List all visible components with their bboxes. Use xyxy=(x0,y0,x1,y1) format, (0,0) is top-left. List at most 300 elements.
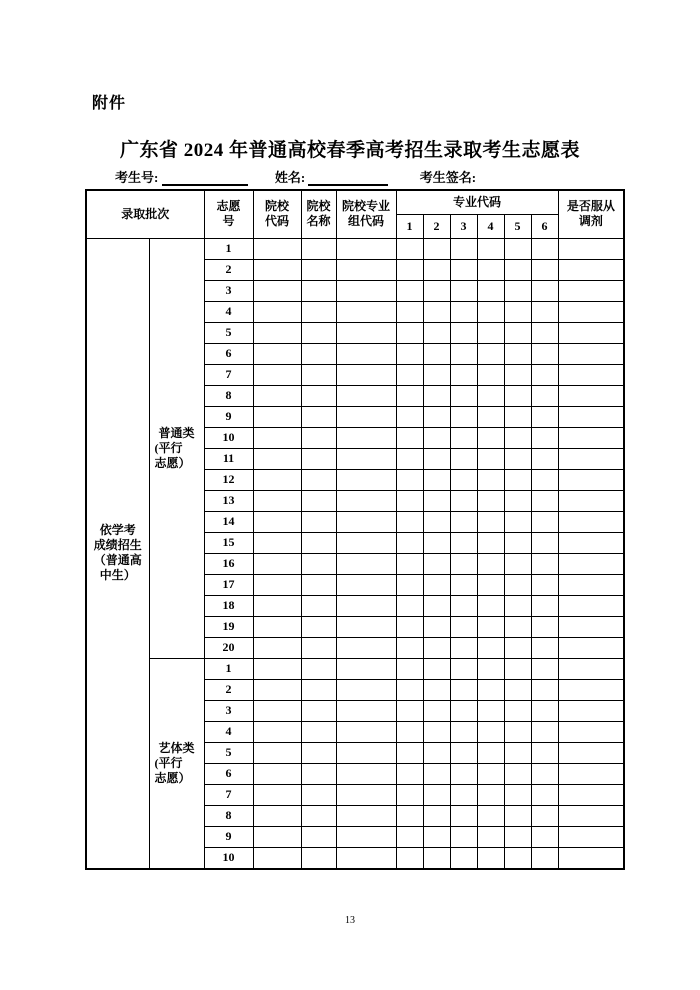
volunteer-no-cell: 5 xyxy=(204,322,253,343)
college-code-cell xyxy=(253,616,301,637)
header-major-col-4: 4 xyxy=(477,214,504,238)
college-code-cell xyxy=(253,826,301,847)
major-code-cell-3 xyxy=(450,784,477,805)
page-number: 13 xyxy=(345,915,355,926)
major-code-cell-6 xyxy=(531,574,558,595)
major-code-cell-2 xyxy=(423,679,450,700)
major-code-cell-3 xyxy=(450,721,477,742)
major-code-cell-5 xyxy=(504,490,531,511)
major-code-cell-5 xyxy=(504,406,531,427)
major-code-cell-4 xyxy=(477,658,504,679)
major-code-cell-4 xyxy=(477,259,504,280)
college-code-cell xyxy=(253,490,301,511)
major-code-cell-2 xyxy=(423,805,450,826)
major-code-cell-6 xyxy=(531,847,558,869)
major-code-cell-6 xyxy=(531,595,558,616)
major-code-cell-3 xyxy=(450,448,477,469)
volunteer-no-cell: 13 xyxy=(204,490,253,511)
major-code-cell-4 xyxy=(477,700,504,721)
major-code-cell-4 xyxy=(477,322,504,343)
college-name-cell xyxy=(301,763,336,784)
group-code-cell xyxy=(336,469,396,490)
major-code-cell-1 xyxy=(396,826,423,847)
adjustment-cell xyxy=(558,805,624,826)
group-code-cell xyxy=(336,616,396,637)
major-code-cell-4 xyxy=(477,280,504,301)
adjustment-cell xyxy=(558,259,624,280)
college-name-cell xyxy=(301,553,336,574)
major-code-cell-2 xyxy=(423,721,450,742)
college-code-cell xyxy=(253,721,301,742)
major-code-cell-5 xyxy=(504,364,531,385)
college-code-cell xyxy=(253,343,301,364)
college-name-cell xyxy=(301,679,336,700)
volunteer-no-cell: 4 xyxy=(204,301,253,322)
major-code-cell-6 xyxy=(531,637,558,658)
major-code-cell-1 xyxy=(396,364,423,385)
table-body xyxy=(86,238,624,869)
group-code-cell xyxy=(336,847,396,869)
group-code-cell xyxy=(336,658,396,679)
major-code-cell-3 xyxy=(450,238,477,259)
group-code-cell xyxy=(336,784,396,805)
college-code-cell xyxy=(253,259,301,280)
volunteer-no-cell: 16 xyxy=(204,553,253,574)
adjustment-cell xyxy=(558,385,624,406)
volunteer-no-cell: 8 xyxy=(204,385,253,406)
major-code-cell-6 xyxy=(531,700,558,721)
adjustment-cell xyxy=(558,721,624,742)
college-code-cell xyxy=(253,700,301,721)
major-code-cell-6 xyxy=(531,553,558,574)
major-code-cell-1 xyxy=(396,805,423,826)
group-code-cell xyxy=(336,595,396,616)
college-name-cell xyxy=(301,364,336,385)
major-code-cell-5 xyxy=(504,679,531,700)
batch-label-cell: 依学考 成绩招生 （普通高 中生） xyxy=(86,238,149,869)
major-code-cell-1 xyxy=(396,658,423,679)
college-code-cell xyxy=(253,301,301,322)
college-name-cell xyxy=(301,280,336,301)
major-code-cell-2 xyxy=(423,511,450,532)
major-code-cell-4 xyxy=(477,742,504,763)
college-name-cell xyxy=(301,805,336,826)
header-group-code: 院校专业组代码 xyxy=(336,190,396,238)
major-code-cell-2 xyxy=(423,343,450,364)
volunteer-no-cell: 19 xyxy=(204,616,253,637)
major-code-cell-5 xyxy=(504,616,531,637)
major-code-cell-5 xyxy=(504,847,531,869)
college-code-cell xyxy=(253,658,301,679)
major-code-cell-3 xyxy=(450,553,477,574)
major-code-cell-6 xyxy=(531,385,558,406)
major-code-cell-4 xyxy=(477,763,504,784)
college-code-cell xyxy=(253,469,301,490)
header-college-name: 院校名称 xyxy=(301,190,336,238)
major-code-cell-1 xyxy=(396,616,423,637)
major-code-cell-6 xyxy=(531,784,558,805)
college-name-cell xyxy=(301,385,336,406)
major-code-cell-6 xyxy=(531,406,558,427)
college-code-cell xyxy=(253,280,301,301)
major-code-cell-5 xyxy=(504,805,531,826)
major-code-cell-5 xyxy=(504,637,531,658)
adjustment-cell xyxy=(558,343,624,364)
college-name-cell xyxy=(301,784,336,805)
major-code-cell-4 xyxy=(477,553,504,574)
major-code-cell-5 xyxy=(504,721,531,742)
major-code-cell-4 xyxy=(477,532,504,553)
major-code-cell-5 xyxy=(504,658,531,679)
group-code-cell xyxy=(336,280,396,301)
major-code-cell-2 xyxy=(423,427,450,448)
major-code-cell-5 xyxy=(504,826,531,847)
major-code-cell-6 xyxy=(531,616,558,637)
major-code-cell-3 xyxy=(450,658,477,679)
college-name-cell xyxy=(301,826,336,847)
major-code-cell-1 xyxy=(396,490,423,511)
adjustment-cell xyxy=(558,406,624,427)
major-code-cell-1 xyxy=(396,847,423,869)
major-code-cell-4 xyxy=(477,490,504,511)
category-label-cell: 艺体类 (平行 志愿） xyxy=(149,658,204,869)
major-code-cell-5 xyxy=(504,280,531,301)
adjustment-cell xyxy=(558,532,624,553)
volunteer-no-cell: 10 xyxy=(204,427,253,448)
major-code-cell-5 xyxy=(504,784,531,805)
candidate-no-label: 考生号: xyxy=(115,170,159,185)
volunteer-no-cell: 4 xyxy=(204,721,253,742)
major-code-cell-2 xyxy=(423,700,450,721)
college-name-cell xyxy=(301,259,336,280)
volunteer-no-cell: 2 xyxy=(204,259,253,280)
college-code-cell xyxy=(253,679,301,700)
major-code-cell-6 xyxy=(531,343,558,364)
major-code-cell-6 xyxy=(531,826,558,847)
volunteer-no-cell: 8 xyxy=(204,805,253,826)
major-code-cell-3 xyxy=(450,385,477,406)
major-code-cell-5 xyxy=(504,469,531,490)
volunteer-no-cell: 1 xyxy=(204,238,253,259)
group-code-cell xyxy=(336,553,396,574)
major-code-cell-6 xyxy=(531,763,558,784)
major-code-cell-4 xyxy=(477,805,504,826)
major-code-cell-1 xyxy=(396,406,423,427)
major-code-cell-6 xyxy=(531,427,558,448)
volunteer-table xyxy=(85,189,625,870)
volunteer-no-cell: 3 xyxy=(204,700,253,721)
major-code-cell-5 xyxy=(504,532,531,553)
adjustment-cell xyxy=(558,490,624,511)
major-code-cell-6 xyxy=(531,679,558,700)
header-batch: 录取批次 xyxy=(86,190,204,238)
major-code-cell-2 xyxy=(423,406,450,427)
major-code-cell-4 xyxy=(477,595,504,616)
major-code-cell-3 xyxy=(450,679,477,700)
college-code-cell xyxy=(253,532,301,553)
major-code-cell-1 xyxy=(396,553,423,574)
major-code-cell-1 xyxy=(396,511,423,532)
college-code-cell xyxy=(253,805,301,826)
college-code-cell xyxy=(253,322,301,343)
major-code-cell-2 xyxy=(423,532,450,553)
major-code-cell-1 xyxy=(396,574,423,595)
major-code-cell-2 xyxy=(423,616,450,637)
table-row xyxy=(86,658,624,679)
adjustment-cell xyxy=(558,616,624,637)
major-code-cell-3 xyxy=(450,427,477,448)
major-code-cell-2 xyxy=(423,469,450,490)
major-code-cell-5 xyxy=(504,700,531,721)
major-code-cell-2 xyxy=(423,448,450,469)
group-code-cell xyxy=(336,532,396,553)
major-code-cell-6 xyxy=(531,658,558,679)
major-code-cell-5 xyxy=(504,595,531,616)
volunteer-no-cell: 9 xyxy=(204,406,253,427)
major-code-cell-6 xyxy=(531,259,558,280)
major-code-cell-6 xyxy=(531,301,558,322)
major-code-cell-3 xyxy=(450,742,477,763)
volunteer-no-cell: 5 xyxy=(204,742,253,763)
major-code-cell-2 xyxy=(423,280,450,301)
group-code-cell xyxy=(336,637,396,658)
volunteer-no-cell: 9 xyxy=(204,826,253,847)
category-label-cell: 普通类 (平行 志愿） xyxy=(149,238,204,658)
major-code-cell-3 xyxy=(450,280,477,301)
major-code-cell-1 xyxy=(396,343,423,364)
group-code-cell xyxy=(336,385,396,406)
college-code-cell xyxy=(253,595,301,616)
college-name-cell xyxy=(301,343,336,364)
volunteer-no-cell: 15 xyxy=(204,532,253,553)
group-code-cell xyxy=(336,574,396,595)
major-code-cell-3 xyxy=(450,595,477,616)
major-code-cell-3 xyxy=(450,343,477,364)
major-code-cell-1 xyxy=(396,595,423,616)
adjustment-cell xyxy=(558,637,624,658)
adjustment-cell xyxy=(558,847,624,869)
header-college-code: 院校代码 xyxy=(253,190,301,238)
college-name-cell xyxy=(301,595,336,616)
major-code-cell-3 xyxy=(450,700,477,721)
major-code-cell-1 xyxy=(396,700,423,721)
major-code-cell-3 xyxy=(450,490,477,511)
major-code-cell-4 xyxy=(477,406,504,427)
major-code-cell-4 xyxy=(477,385,504,406)
adjustment-cell xyxy=(558,511,624,532)
group-code-cell xyxy=(336,763,396,784)
major-code-cell-6 xyxy=(531,532,558,553)
group-code-cell xyxy=(336,427,396,448)
major-code-cell-2 xyxy=(423,259,450,280)
major-code-cell-3 xyxy=(450,532,477,553)
major-code-cell-3 xyxy=(450,763,477,784)
college-code-cell xyxy=(253,574,301,595)
college-code-cell xyxy=(253,511,301,532)
group-code-cell xyxy=(336,805,396,826)
college-code-cell xyxy=(253,742,301,763)
major-code-cell-2 xyxy=(423,658,450,679)
major-code-cell-1 xyxy=(396,322,423,343)
college-code-cell xyxy=(253,847,301,869)
major-code-cell-1 xyxy=(396,763,423,784)
volunteer-no-cell: 20 xyxy=(204,637,253,658)
major-code-cell-1 xyxy=(396,784,423,805)
volunteer-no-cell: 6 xyxy=(204,343,253,364)
adjustment-cell xyxy=(558,364,624,385)
major-code-cell-1 xyxy=(396,721,423,742)
major-code-cell-6 xyxy=(531,469,558,490)
volunteer-no-cell: 7 xyxy=(204,364,253,385)
adjustment-cell xyxy=(558,574,624,595)
college-name-cell xyxy=(301,721,336,742)
major-code-cell-3 xyxy=(450,805,477,826)
volunteer-no-cell: 1 xyxy=(204,658,253,679)
major-code-cell-5 xyxy=(504,301,531,322)
adjustment-cell xyxy=(558,238,624,259)
major-code-cell-3 xyxy=(450,826,477,847)
table-row xyxy=(86,238,624,259)
major-code-cell-5 xyxy=(504,322,531,343)
header-major-col-3: 3 xyxy=(450,214,477,238)
college-name-cell xyxy=(301,406,336,427)
major-code-cell-1 xyxy=(396,448,423,469)
name-label: 姓名: xyxy=(274,170,306,185)
major-code-cell-4 xyxy=(477,574,504,595)
group-code-cell xyxy=(336,322,396,343)
major-code-cell-2 xyxy=(423,637,450,658)
major-code-cell-5 xyxy=(504,448,531,469)
adjustment-cell xyxy=(558,301,624,322)
major-code-cell-4 xyxy=(477,679,504,700)
adjustment-cell xyxy=(558,280,624,301)
candidate-no-field xyxy=(162,170,248,186)
college-code-cell xyxy=(253,364,301,385)
table-header xyxy=(86,190,624,238)
header-major-col-5: 5 xyxy=(504,214,531,238)
major-code-cell-3 xyxy=(450,406,477,427)
volunteer-no-cell: 14 xyxy=(204,511,253,532)
major-code-cell-6 xyxy=(531,448,558,469)
major-code-cell-2 xyxy=(423,301,450,322)
adjustment-cell xyxy=(558,448,624,469)
major-code-cell-5 xyxy=(504,343,531,364)
group-code-cell xyxy=(336,238,396,259)
major-code-cell-3 xyxy=(450,511,477,532)
major-code-cell-2 xyxy=(423,574,450,595)
college-code-cell xyxy=(253,238,301,259)
major-code-cell-2 xyxy=(423,553,450,574)
major-code-cell-3 xyxy=(450,847,477,869)
group-code-cell xyxy=(336,826,396,847)
major-code-cell-1 xyxy=(396,742,423,763)
major-code-cell-4 xyxy=(477,364,504,385)
major-code-cell-2 xyxy=(423,238,450,259)
college-name-cell xyxy=(301,511,336,532)
major-code-cell-6 xyxy=(531,322,558,343)
major-code-cell-5 xyxy=(504,742,531,763)
header-row-1 xyxy=(86,190,624,214)
volunteer-no-cell: 18 xyxy=(204,595,253,616)
major-code-cell-4 xyxy=(477,448,504,469)
major-code-cell-6 xyxy=(531,364,558,385)
college-name-cell xyxy=(301,847,336,869)
group-code-cell xyxy=(336,259,396,280)
college-name-cell xyxy=(301,448,336,469)
college-code-cell xyxy=(253,427,301,448)
college-name-cell xyxy=(301,574,336,595)
major-code-cell-1 xyxy=(396,301,423,322)
header-major-col-1: 1 xyxy=(396,214,423,238)
volunteer-no-cell: 2 xyxy=(204,679,253,700)
college-code-cell xyxy=(253,637,301,658)
group-code-cell xyxy=(336,700,396,721)
adjustment-cell xyxy=(558,700,624,721)
major-code-cell-4 xyxy=(477,637,504,658)
candidate-info-line xyxy=(115,167,476,186)
college-code-cell xyxy=(253,385,301,406)
group-code-cell xyxy=(336,406,396,427)
major-code-cell-6 xyxy=(531,805,558,826)
volunteer-no-cell: 17 xyxy=(204,574,253,595)
major-code-cell-5 xyxy=(504,511,531,532)
adjustment-cell xyxy=(558,763,624,784)
group-code-cell xyxy=(336,742,396,763)
major-code-cell-4 xyxy=(477,511,504,532)
college-code-cell xyxy=(253,406,301,427)
major-code-cell-5 xyxy=(504,427,531,448)
adjustment-cell xyxy=(558,658,624,679)
major-code-cell-3 xyxy=(450,259,477,280)
major-code-cell-1 xyxy=(396,427,423,448)
document-title: 广东省 2024 年普通高校春季高考招生录取考生志愿表 xyxy=(119,140,580,161)
college-name-cell xyxy=(301,616,336,637)
major-code-cell-4 xyxy=(477,301,504,322)
major-code-cell-1 xyxy=(396,280,423,301)
major-code-cell-6 xyxy=(531,721,558,742)
group-code-cell xyxy=(336,301,396,322)
header-major-col-6: 6 xyxy=(531,214,558,238)
college-code-cell xyxy=(253,448,301,469)
attachment-label: 附件 xyxy=(92,95,127,112)
header-obey-adjustment: 是否服从调剂 xyxy=(558,190,624,238)
college-name-cell xyxy=(301,532,336,553)
major-code-cell-1 xyxy=(396,259,423,280)
volunteer-no-cell: 6 xyxy=(204,763,253,784)
major-code-cell-3 xyxy=(450,469,477,490)
major-code-cell-4 xyxy=(477,784,504,805)
major-code-cell-4 xyxy=(477,238,504,259)
major-code-cell-2 xyxy=(423,763,450,784)
adjustment-cell xyxy=(558,826,624,847)
group-code-cell xyxy=(336,679,396,700)
group-code-cell xyxy=(336,448,396,469)
major-code-cell-5 xyxy=(504,763,531,784)
volunteer-no-cell: 3 xyxy=(204,280,253,301)
major-code-cell-4 xyxy=(477,721,504,742)
college-name-cell xyxy=(301,469,336,490)
college-name-cell xyxy=(301,637,336,658)
group-code-cell xyxy=(336,721,396,742)
major-code-cell-5 xyxy=(504,385,531,406)
major-code-cell-6 xyxy=(531,511,558,532)
major-code-cell-2 xyxy=(423,364,450,385)
name-field xyxy=(308,170,388,186)
major-code-cell-4 xyxy=(477,343,504,364)
major-code-cell-1 xyxy=(396,238,423,259)
major-code-cell-3 xyxy=(450,322,477,343)
group-code-cell xyxy=(336,364,396,385)
